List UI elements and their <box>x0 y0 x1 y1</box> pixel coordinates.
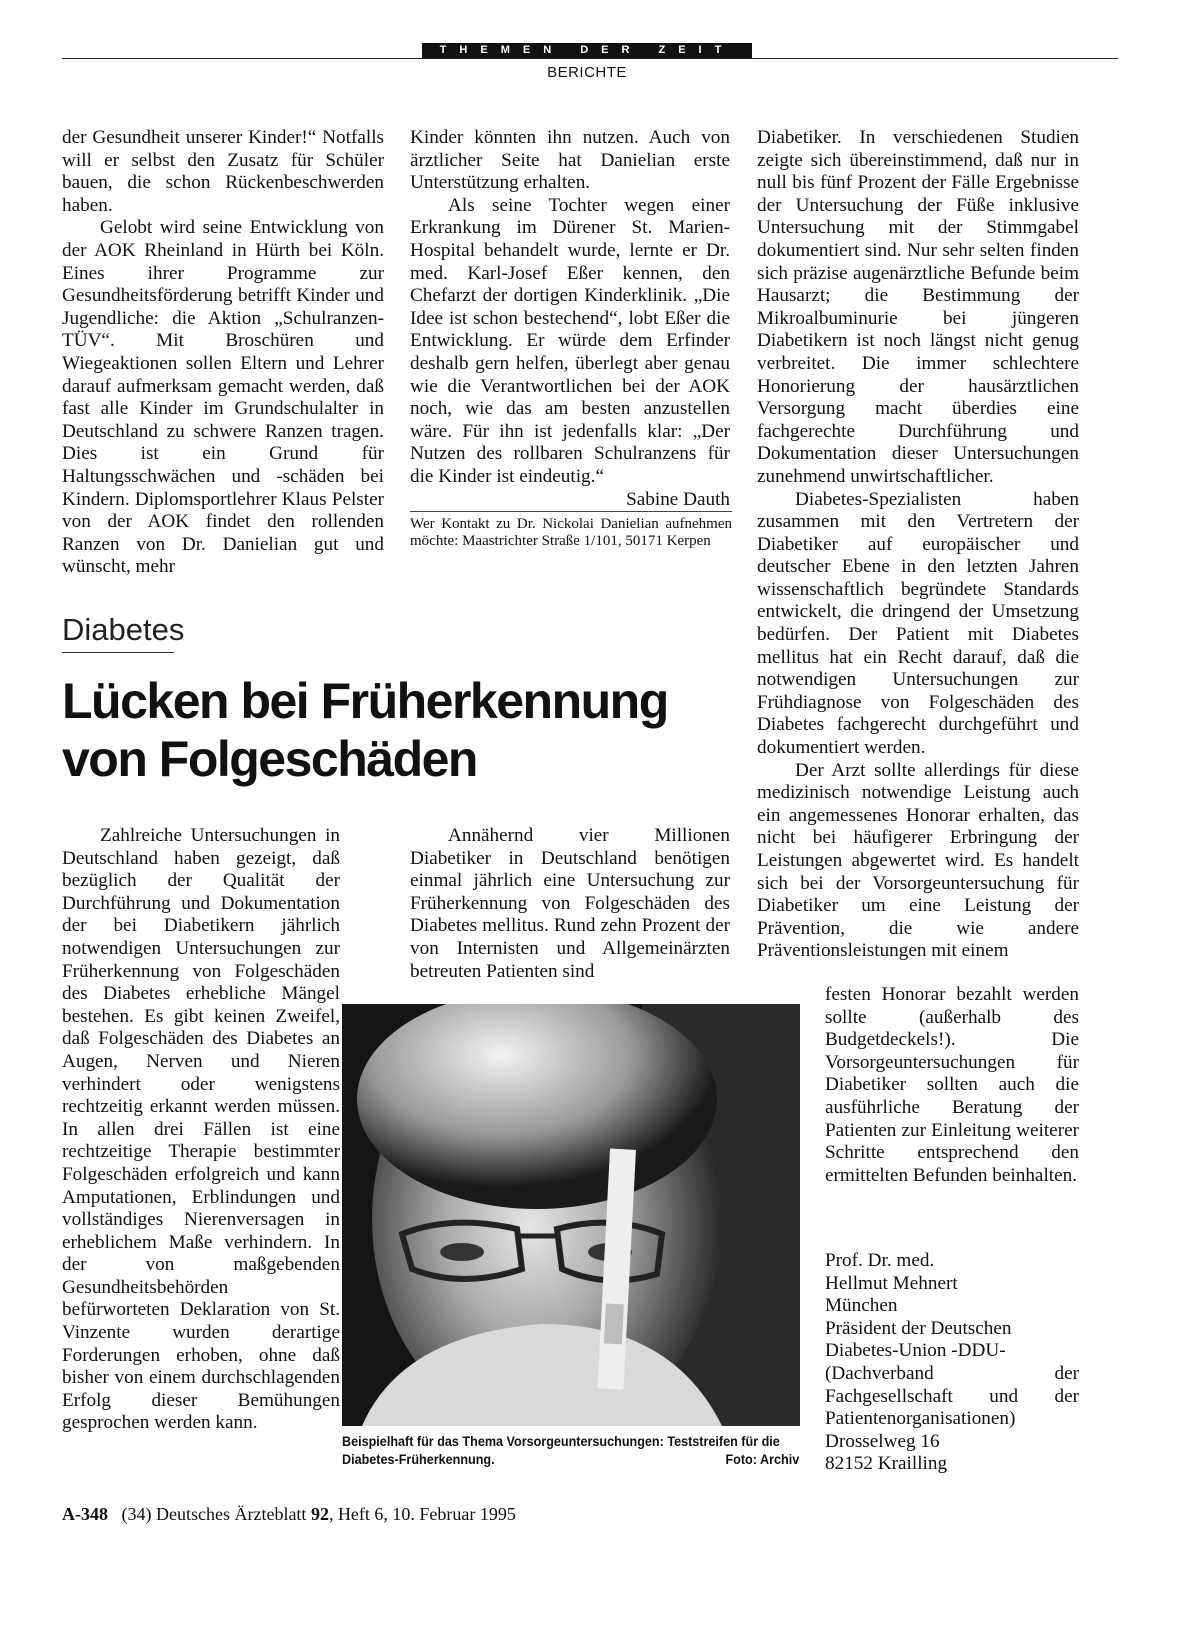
paragraph: Diabetiker. In verschiedenen Studien zeigte sich übereinstimmend, daß nur in null bis fünf Prozent der Fälle Ergebnisse der Untersuchung der Füße inklusive Untersuchung mit der Stimmgabel dokumentiert sind. Nur sehr selten finden sich präzise augenärztliche Befunde beim Hausarzt; die Bestimmung der Mikroalbuminurie bei jüngeren Diabetikern ist noch längst nicht genug verbreitet. Die immer schlechtere Honorierung der hausärztlichen Versorgung macht überdies eine fachgerechte Durchführung und Dokumentation dieser Untersuchungen zunehmend unwirtschaftlicher. <box>757 127 1079 487</box>
paragraph: Als seine Tochter wegen einer Erkrankung im Dürener St. Marien-Hospital behandelt wurde, lernte er Dr. med. Karl-Josef Eßer kennen, den Chefarzt der dortigen Kinderklinik. „Die Idee ist schon bestechend“, lobt Eßer die Entwicklung. Er würde dem Erfinder deshalb gern helfen, überlegt aber genau wie die Verantwortlichen bei der AOK noch, wie das am besten anzustellen wäre. Für ihn ist jedenfalls klar: „Der Nutzen des rollbaren Schulranzens für die Kinder ist eindeutig.“ <box>410 194 730 487</box>
photo-credit: Foto: Archiv <box>725 1451 800 1467</box>
page-footer <box>62 1504 516 1525</box>
paragraph: Annähernd vier Millionen Diabetiker in Deutschland benötigen einmal jährlich eine Untersuchung zur Früherkennung von Folgeschäden des Diabetes mellitus. Rund zehn Prozent der von Internisten und Allgemeinärzten betreuten Patienten sind <box>410 825 730 982</box>
paragraph: Gelobt wird seine Entwicklung von der AOK Rheinland in Hürth bei Köln. Eines ihrer Programme zur Gesundheitsförderung betrifft Kinder und Jugendliche: die Aktion „Schulranzen-TÜV“. Mit Broschüren und Wiegeaktionen sollen Eltern und Lehrer darauf aufmerksam gemacht werden, daß fast alle Kinder im Grundschulalter in Deutschland zu schwere Ranzen tragen. Dies ist ein Grund für Haltungsschwächen und -schäden bei Kindern. Diplomsportlehrer Klaus Pelster von der AOK findet den rollenden Ranzen von Dr. Danielian gut und wünscht, mehr <box>62 217 384 578</box>
article-column-1 <box>62 825 384 1525</box>
photo-caption <box>342 1432 799 1468</box>
contact-note: Wer Kontakt zu Dr. Nickolai Danielian aufnehmen möchte: Maastrichter Straße 1/101, 50171 Kerpen <box>410 511 732 550</box>
article-column-3 <box>757 127 1079 963</box>
page-number: A-348 <box>62 1504 108 1524</box>
paragraph: festen Honorar bezahlt werden sollte (außerhalb des Budgetdeckels!). Die Vorsorgeuntersuchungen für Diabetiker sollten auch die ausführliche Beratung der Patienten zur Einleitung weiterer Schritte entsprechend den ermittelten Befunden beinhalten. <box>825 984 1079 1186</box>
journal-volume: 92 <box>310 1504 329 1524</box>
author-line: 82152 Krailling <box>825 1453 948 1475</box>
author-line: Präsident der Deutschen <box>825 1317 1012 1339</box>
paragraph: der Gesundheit unserer Kinder!“ Notfalls will er selbst den Zusatz für Schüler bauen, die schon Rückenbeschwerden haben. <box>62 127 384 216</box>
prev-article-column-2 <box>410 127 730 511</box>
author-line: München <box>825 1295 898 1317</box>
article-column-2 <box>410 825 730 983</box>
prev-article-column-1 <box>62 127 384 579</box>
author-line: Hellmut Mehnert <box>825 1272 958 1294</box>
article-headline: Lücken bei Früherkennung von Folgeschäden <box>62 673 668 787</box>
man-with-test-strip-photo <box>342 1004 800 1426</box>
section-banner: THEMEN DER ZEIT <box>422 43 752 58</box>
journal-reference: (34) Deutsches Ärzteblatt <box>121 1504 307 1524</box>
header-rule <box>62 58 1118 59</box>
byline: Sabine Dauth <box>626 488 730 510</box>
author-line: Prof. Dr. med. <box>825 1250 935 1271</box>
article-kicker: Diabetes <box>62 612 174 653</box>
paragraph: Zahlreiche Untersuchungen in Deutschland haben gezeigt, daß bezüglich der Qualität der Durchführung und Dokumentation der bei Diabetikern jährlich notwendigen Untersuchungen zur Früherkennung von Folgeschäden des Diabetes erhebliche Mängel bestehen. Es gibt keinen Zweifel, daß Folgeschäden des Diabetes an Augen, Nerven und Nieren verhindert oder wenigstens rechtzeitig erkannt werden müssen. In allen drei Fällen ist eine rechtzeitige Therapie bestimmter Folgeschäden erfolgreich und kann Amputationen, Erblindungen und vollständiges Nierenversagen in erheblichem Maße verhindern. In der von maßgebenden Gesundheitsbehörden befürworteten Deklaration von St. Vinzente wurden derartige Forderungen erhoben, ohne daß bisher von einem durchschlagenden Erfolg dieser Bemühungen gesprochen werden kann. <box>62 825 340 1434</box>
author-info <box>825 1250 1085 1476</box>
article-column-3-continued <box>825 984 1079 1187</box>
article-photo <box>342 1004 800 1426</box>
author-line: Diabetes-Union -DDU- <box>825 1340 1006 1362</box>
author-line: Drosselweg 16 <box>825 1430 940 1452</box>
author-line: (Dachverband der Fachgesellschaft und der Patientenorganisationen) <box>825 1362 1079 1430</box>
paragraph: Kinder könnten ihn nutzen. Auch von ärztlicher Seite hat Danielian erste Unterstützung erhalten. <box>410 127 730 194</box>
caption-text: Beispielhaft für das Thema Vorsorgeuntersuchungen: Teststreifen für die Diabetes-Früherkennung. <box>342 1433 780 1467</box>
paragraph: Diabetes-Spezialisten haben zusammen mit den Vertretern der Diabetiker auf europäischer und deutscher Ebene in den letzten Jahren wissenschaftlich begründete Standards entwickelt, die dringend der Umsetzung bedürfen. Der Patient mit Diabetes mellitus hat ein Recht darauf, daß die notwendigen Untersuchungen zur Frühdiagnose von Folgeschäden des Diabetes fachgerecht durchgeführt und dokumentiert werden. <box>757 488 1079 759</box>
journal-issue: , Heft 6, 10. Februar 1995 <box>328 1504 516 1524</box>
paragraph: Der Arzt sollte allerdings für diese medizinisch notwendige Leistung auch ein angemessenes Honorar erhalten, das nicht bei häufigerer Erbringung der Leistungen abgewertet wird. Es handelt sich bei der Vorsorgeuntersuchung für Diabetiker um eine Leistung der Prävention, die wie andere Präventionsleistungen mit einem <box>757 759 1079 962</box>
section-label: BERICHTE <box>547 64 627 81</box>
